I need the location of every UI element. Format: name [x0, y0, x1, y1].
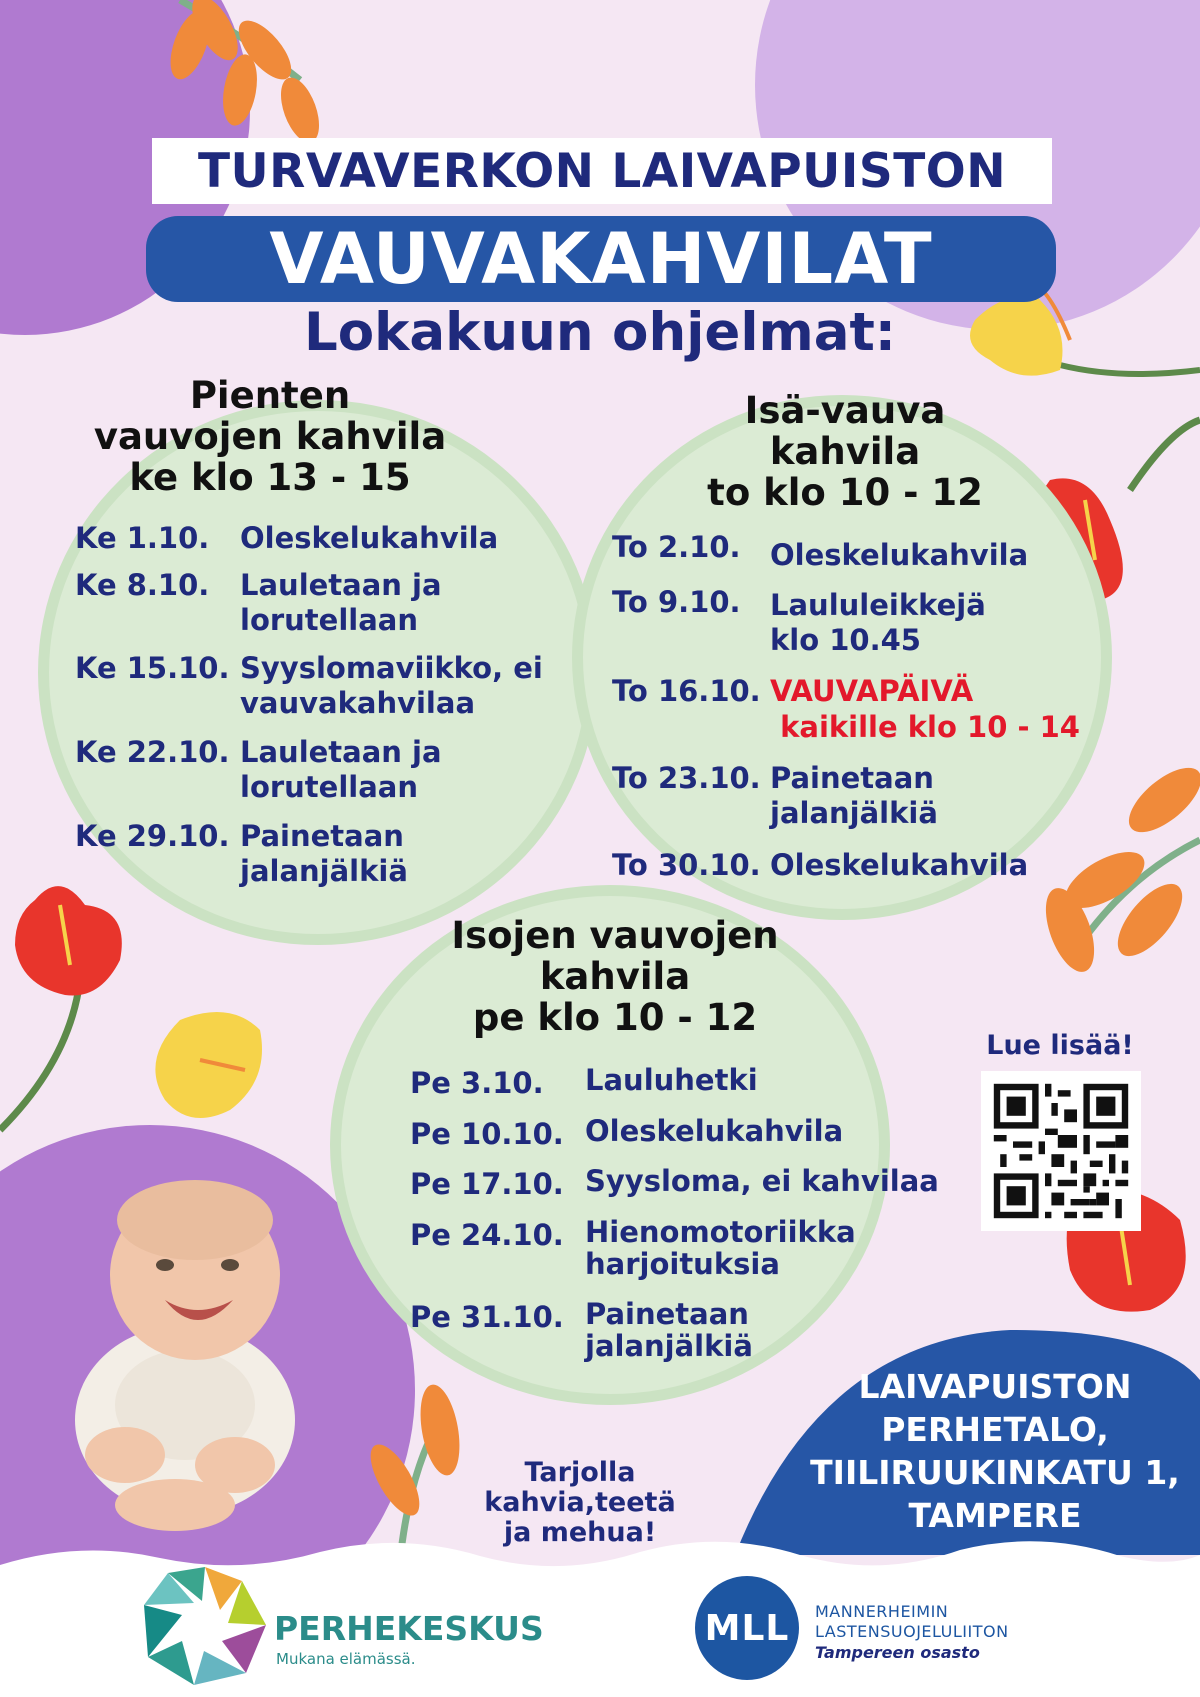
perhekeskus-tagline: Mukana elämässä.: [276, 1650, 416, 1668]
row-activity: Oleskelukahvila: [770, 538, 1029, 572]
location-line-1: LAIVAPUISTON: [858, 1367, 1132, 1406]
mll-line-2: LASTENSUOJELULIITON: [815, 1622, 1009, 1641]
perhekeskus-logo-icon: [142, 1565, 268, 1687]
row-activity: Oleskelukahvila: [770, 848, 1029, 882]
row-activity-line-2: lorutellaan: [240, 603, 419, 637]
mll-org-name: [815, 1602, 1009, 1664]
row-activity-line-1: Laululeikkejä: [770, 588, 986, 622]
section-2-heading-line-3: to klo 10 - 12: [707, 471, 983, 514]
row-date: Ke 1.10.: [75, 521, 210, 555]
row-date: To 9.10.: [612, 585, 741, 619]
row-activity-line-1: Lauletaan ja: [240, 735, 442, 769]
row-date: To 2.10.: [612, 530, 741, 564]
location-line-4: TAMPERE: [908, 1496, 1082, 1535]
row-date: Pe 3.10.: [410, 1066, 544, 1100]
row-activity-line-2: kaikille klo 10 - 14: [770, 710, 1080, 744]
section-3-heading-line-3: pe klo 10 - 12: [472, 996, 758, 1039]
mll-logo-mark: [695, 1576, 799, 1680]
row-activity-line-1: Painetaan: [585, 1297, 749, 1331]
red-flower-left-icon: [0, 886, 122, 1130]
section-3-heading-line-2: kahvila: [539, 955, 691, 998]
mll-line-1: MANNERHEIMIN: [815, 1602, 949, 1621]
row-activity-line-2: lorutellaan: [240, 770, 419, 804]
note-line-1: Tarjolla: [524, 1457, 636, 1488]
section-1-heading: [40, 375, 500, 498]
row-date: Pe 24.10.: [410, 1218, 564, 1252]
section-3-heading-line-1: Isojen vauvojen: [451, 914, 779, 957]
title-top-box: [152, 138, 1052, 204]
row-date: Ke 22.10.: [75, 735, 230, 769]
row-date: Pe 17.10.: [410, 1167, 564, 1201]
mll-line-3: Tampereen osasto: [815, 1643, 980, 1662]
qr-code[interactable]: [981, 1071, 1141, 1231]
row-activity-line-2: harjoituksia: [585, 1247, 780, 1281]
row-date: To 23.10.: [612, 761, 761, 795]
baby-photo: [45, 1160, 315, 1540]
note-line-3: ja mehua!: [503, 1517, 657, 1548]
row-date: To 16.10.: [612, 674, 761, 708]
mll-logo-text: MLL: [704, 1607, 790, 1649]
row-activity-line-2: vauvakahvilaa: [240, 686, 476, 720]
row-activity-line-1: Lauletaan ja: [240, 568, 442, 602]
row-activity: Lauluhetki: [585, 1063, 758, 1097]
section-3-heading: [410, 915, 820, 1038]
row-activity-line-1: Syyslomaviikko, ei: [240, 651, 543, 685]
subtitle: Lokakuun ohjelmat:: [303, 302, 897, 363]
section-2-heading: [645, 390, 1045, 513]
row-activity: Oleskelukahvila: [585, 1114, 844, 1148]
refreshments-note: [480, 1458, 680, 1548]
row-activity-line-2: jalanjälkiä: [240, 854, 408, 888]
row-date: Ke 15.10.: [75, 651, 230, 685]
row-date: Pe 10.10.: [410, 1117, 564, 1151]
qr-code-icon: [981, 1071, 1141, 1231]
section-1-heading-line-1: Pienten: [189, 374, 351, 417]
row-activity: Syysloma, ei kahvilaa: [585, 1164, 939, 1198]
note-line-2: kahvia,teetä: [484, 1487, 676, 1518]
perhekeskus-name: PERHEKESKUS: [274, 1609, 544, 1648]
row-activity-line-1: Painetaan: [770, 761, 934, 795]
row-activity-line-1: Painetaan: [240, 819, 404, 853]
row-activity-line-2: klo 10.45: [770, 623, 921, 657]
row-activity-line-1: Hienomotoriikka: [585, 1215, 856, 1249]
title-main: VAUVAKAHVILAT: [269, 218, 933, 300]
row-activity-line-2: jalanjälkiä: [770, 796, 938, 830]
location-line-3: TIILIRUUKINKATU 1,: [810, 1453, 1180, 1492]
section-2-heading-line-2: kahvila: [769, 430, 921, 473]
row-date: Pe 31.10.: [410, 1300, 564, 1334]
section-1-heading-line-3: ke klo 13 - 15: [129, 456, 411, 499]
row-activity-line-2: jalanjälkiä: [585, 1329, 753, 1363]
section-2-heading-line-1: Isä-vauva: [744, 389, 946, 432]
row-date: To 30.10.: [612, 848, 761, 882]
title-main-pill: [146, 216, 1056, 302]
location-line-2: PERHETALO,: [881, 1410, 1109, 1449]
location-address: [810, 1365, 1180, 1537]
row-activity-highlight: VAUVAPÄIVÄ: [770, 674, 974, 708]
section-1-heading-line-2: vauvojen kahvila: [93, 415, 447, 458]
row-date: Ke 8.10.: [75, 568, 210, 602]
row-activity: Oleskelukahvila: [240, 521, 499, 555]
qr-label: Lue lisää!: [986, 1030, 1134, 1061]
row-date: Ke 29.10.: [75, 819, 230, 853]
yellow-flower-left-icon: [155, 1012, 262, 1118]
title-top: TURVAVERKON LAIVAPUISTON: [197, 143, 1007, 199]
